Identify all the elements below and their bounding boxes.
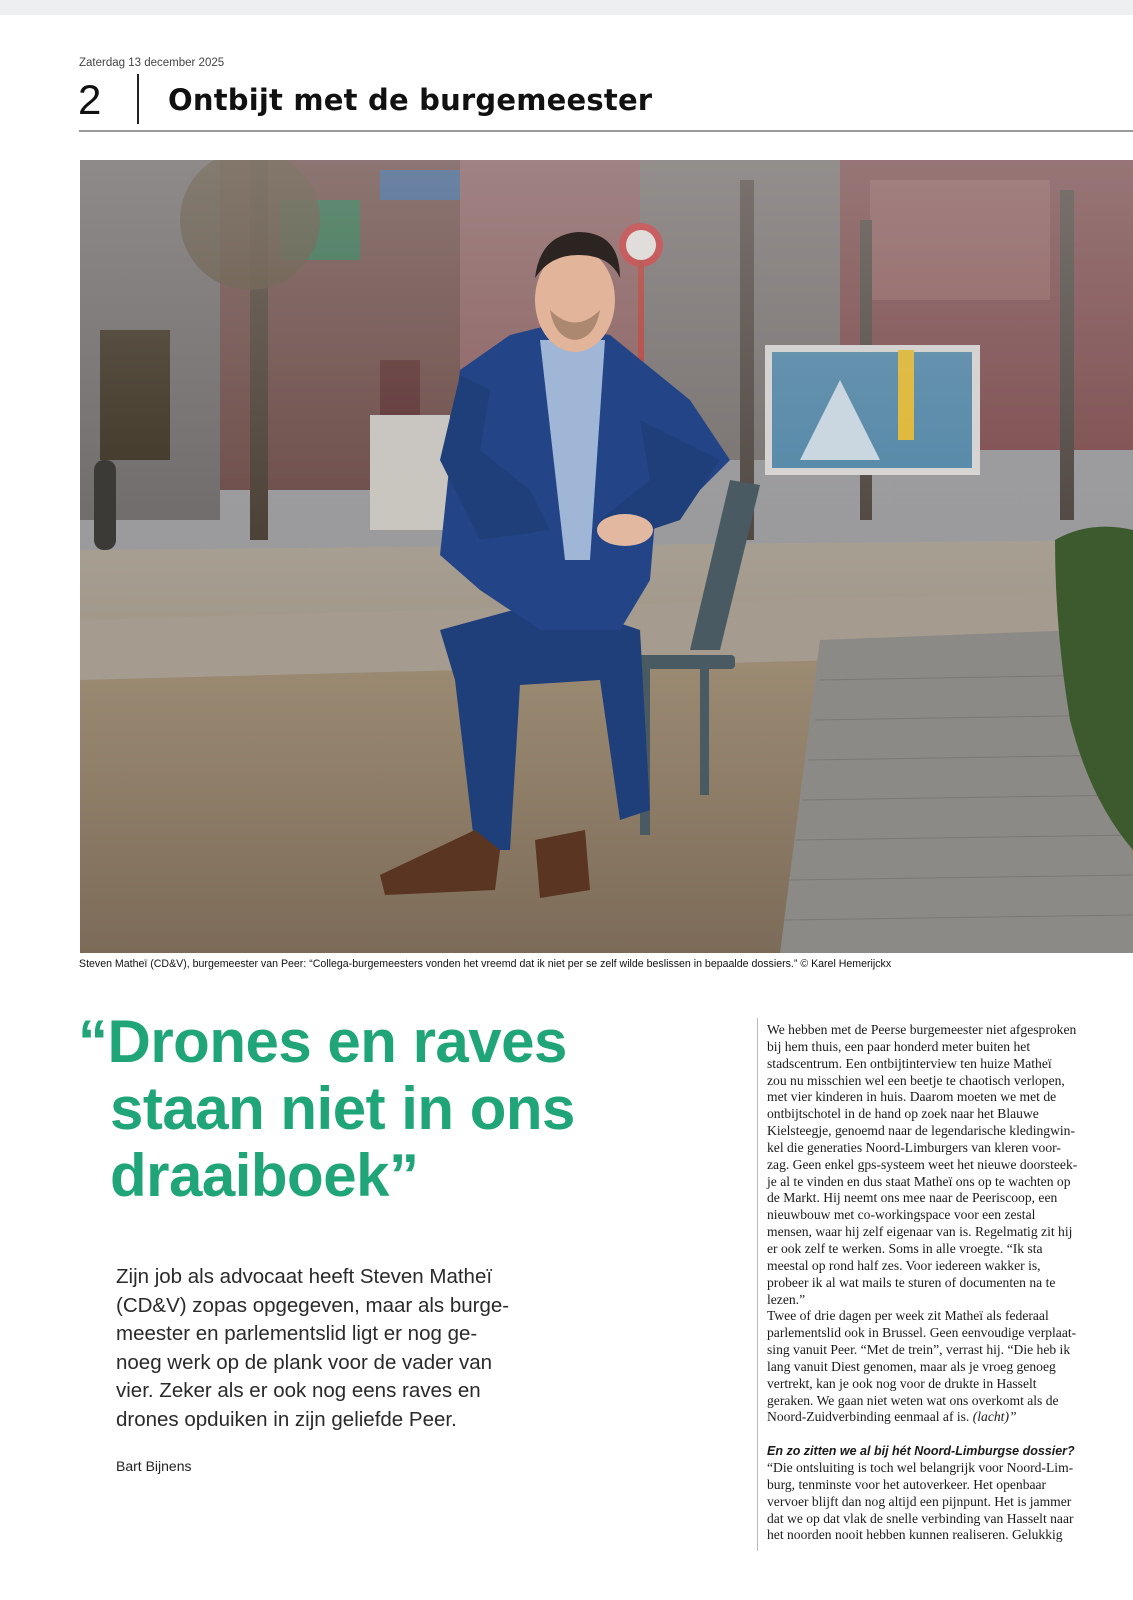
body-line: geraken. We gaan niet weten wat ons overkomt als de bbox=[767, 1392, 1059, 1408]
lead-line: (CD&V) zopas opgegeven, maar als burge- bbox=[116, 1293, 510, 1317]
headline-line: draaiboek” bbox=[110, 1142, 419, 1209]
body-line: vertrekt, kan je ook nog voor de drukte in Hasselt bbox=[767, 1375, 1037, 1391]
interview-question: En zo zitten we al bij hét Noord-Limburgse dossier? bbox=[767, 1444, 1075, 1459]
body-line: lang vanuit Diest genomen, maar als je vroeg genoeg bbox=[767, 1358, 1056, 1374]
answer-line: burg, tenminste voor het autoverkeer. Het openbaar bbox=[767, 1476, 1047, 1492]
article-photo bbox=[80, 160, 1133, 953]
answer-line: vervoer blijft dan nog altijd een pijnpunt. Het is jammer bbox=[767, 1493, 1072, 1509]
body-line: er ook zelf te werken. Soms in alle vroegte. “Ik sta bbox=[767, 1240, 1043, 1256]
article-body bbox=[767, 1022, 1107, 1544]
article-lead bbox=[116, 1263, 536, 1434]
body-line: sing vanuit Peer. “Met de trein”, verrast hij. “Die heb ik bbox=[767, 1342, 1071, 1358]
answer-line: “Die ontsluiting is toch wel belangrijk voor Noord-Lim- bbox=[767, 1460, 1074, 1476]
body-last-italic: (lacht)” bbox=[972, 1409, 1017, 1425]
author-byline: Bart Bijnens bbox=[116, 1458, 192, 1474]
lead-line: drones opduiken in zijn geliefde Peer. bbox=[116, 1407, 457, 1431]
body-line: je al te vinden en dus staat Matheï ons op te wachten op bbox=[767, 1173, 1071, 1189]
answer-line: het noorden nooit hebben kunnen realiseren. Gelukkig bbox=[767, 1527, 1063, 1543]
article-headline bbox=[78, 1008, 698, 1209]
body-line: Twee of drie dagen per week zit Matheï als federaal bbox=[767, 1308, 1049, 1324]
body-line: probeer ik al wat mails te sturen of documenten na te bbox=[767, 1274, 1056, 1290]
lead-line: meester en parlementslid ligt er nog ge- bbox=[116, 1322, 478, 1345]
column-rule bbox=[757, 1018, 758, 1551]
answer-line: dat we op dat vlak de snelle verbinding van Hasselt naar bbox=[767, 1510, 1074, 1526]
paragraph-gap bbox=[767, 1426, 1107, 1443]
body-line: de Markt. Hij neemt ons mee naar de Peeriscoop, een bbox=[767, 1190, 1058, 1206]
body-line: kel die generaties Noord-Limburgers van kleren voor- bbox=[767, 1139, 1061, 1155]
headline-line: “Drones en raves bbox=[78, 1008, 567, 1075]
headline-line: staan niet in ons bbox=[110, 1075, 575, 1142]
top-bar bbox=[0, 0, 1133, 15]
body-line: We hebben met de Peerse burgemeester niet afgesproken bbox=[767, 1022, 1077, 1037]
body-line: bij hem thuis, een paar honderd meter buiten het bbox=[767, 1038, 1031, 1054]
section-title: Ontbijt met de burgemeester bbox=[168, 83, 653, 117]
lead-line: vier. Zeker als er ook nog eens raves en bbox=[116, 1379, 481, 1402]
body-line: Kielsteegje, genoemd naar de legendarische kledingwin- bbox=[767, 1123, 1076, 1139]
body-line: met vier kinderen in huis. Daarom moeten we met de bbox=[767, 1089, 1057, 1105]
body-line: zou nu misschien wel een beetje te chaotisch verlopen, bbox=[767, 1072, 1065, 1088]
body-line: nieuwbouw met co-workingspace voor een zestal bbox=[767, 1207, 1036, 1223]
body-line: parlementslid ook in Brussel. Geen eenvoudige verplaat- bbox=[767, 1325, 1077, 1341]
photo-caption: Steven Matheï (CD&V), burgemeester van Peer: “Collega-burgemeesters vonden het vreemd dat ik niet per se zelf wilde beslissen in bepaalde dossiers.” © Karel Hemerijckx bbox=[79, 958, 892, 970]
header-divider bbox=[137, 74, 139, 124]
body-line-last bbox=[767, 1409, 1107, 1426]
lead-line: Zijn job als advocaat heeft Steven Matheï bbox=[116, 1265, 493, 1288]
body-line: meestal op rond half zes. Voor iedereen wakker is, bbox=[767, 1257, 1041, 1273]
page-number: 2 bbox=[78, 76, 102, 123]
body-line: lezen.” bbox=[767, 1291, 806, 1307]
body-line: mensen, waar hij zelf eigenaar van is. Regelmatig zit hij bbox=[767, 1224, 1073, 1240]
body-line: zag. Geen enkel gps-systeem weet het nieuwe doorsteek- bbox=[767, 1156, 1078, 1172]
header-rule bbox=[79, 130, 1133, 132]
lead-line: noeg werk op de plank voor de vader van bbox=[116, 1350, 493, 1374]
body-line: ontbijtschotel in de hand op zoek naar het Blauwe bbox=[767, 1106, 1039, 1122]
issue-date: Zaterdag 13 december 2025 bbox=[79, 57, 225, 69]
body-last-text: Noord-Zuidverbinding eenmaal af is. bbox=[767, 1409, 970, 1425]
body-line: stadscentrum. Een ontbijtinterview ten huize Matheï bbox=[767, 1055, 1052, 1071]
